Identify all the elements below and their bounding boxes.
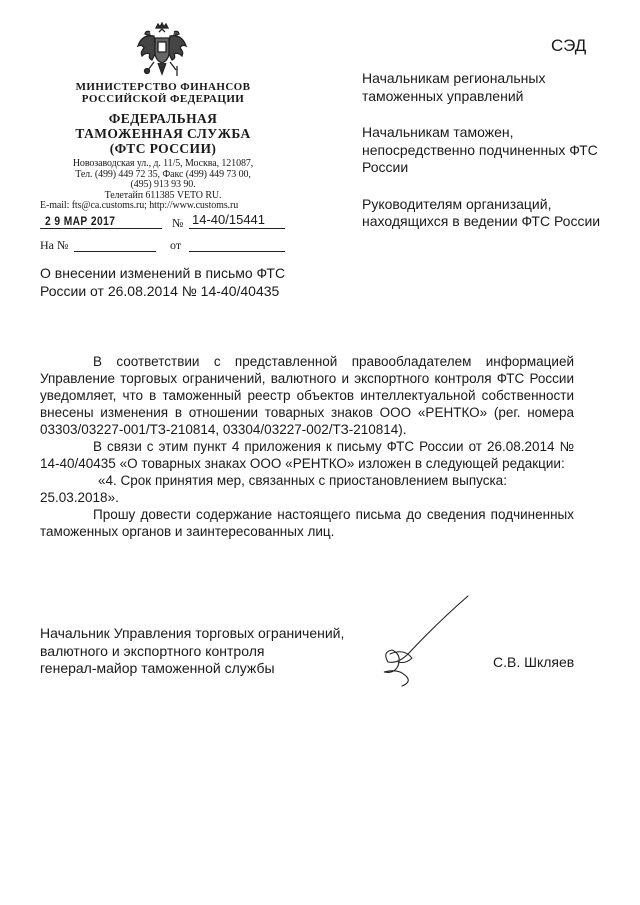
letter-body <box>40 353 574 540</box>
phone-line-2: (495) 913 93 90. <box>130 179 196 190</box>
body-quote: «4. Срок принятия мер, связанных с приостановлением выпуска: 25.03.2018». <box>40 473 507 505</box>
signatory-title-line: Начальник Управления торговых ограничений, <box>40 625 345 641</box>
reply-from-underline <box>189 251 285 252</box>
contact-block <box>40 159 286 212</box>
email-line: E-mail: fts@ca.customs.ru; http://www.customs.ru <box>40 200 239 211</box>
sed-mark: СЭД <box>551 36 587 55</box>
double-headed-eagle-emblem-icon <box>136 22 188 80</box>
registration-date: 2 9 МАР 2017 <box>45 214 116 228</box>
address-line: Новозаводская ул., д. 11/5, Москва, 121087, <box>72 158 254 169</box>
body-paragraph: В связи с этим пункт 4 приложения к письму ФТС России от 26.08.2014 № 14-40/40435 «О товарных знаках ООО «РЕНТКО» изложен в следующей редакции: <box>40 439 574 471</box>
signatory-title-line: генерал-майор таможенной службы <box>40 660 275 676</box>
teletype-line: Телетайп 611385 VETO RU. <box>104 189 222 201</box>
handwritten-signature <box>368 592 478 692</box>
addressee-item: Начальникам региональных таможенных управлений <box>362 70 546 104</box>
signatory-name: С.В. Шкляев <box>493 654 575 670</box>
organization-header <box>40 81 286 156</box>
phone-line: Тел. (499) 449 72 35, Факс (499) 449 73 00, <box>75 168 251 180</box>
body-paragraph: Прошу довести содержание настоящего письма до сведения подчиненных таможенных органов и заинтересованных лиц. <box>40 507 574 539</box>
number-underline <box>189 228 285 229</box>
service-line-2: ТАМОЖЕННАЯ СЛУЖБА <box>75 126 251 141</box>
service-line-3: (ФТС РОССИИ) <box>109 141 217 156</box>
registration-number-label: № <box>172 216 184 230</box>
addressee-item: Начальникам таможен, непосредственно подчиненных ФТС России <box>362 124 598 175</box>
reply-to-label: На № <box>40 238 69 252</box>
service-line-1: ФЕДЕРАЛЬНАЯ <box>108 111 218 126</box>
registration-number: 14-40/15441 <box>192 212 266 227</box>
letter-subject: О внесении изменений в письмо ФТС России от 26.08.2014 № 14-40/40435 <box>40 265 286 299</box>
addressee-item: Руководителям организаций, находящихся в ведении ФТС России <box>362 195 601 229</box>
ministry-line-2: РОССИЙСКОЙ ФЕДЕРАЦИИ <box>81 93 245 105</box>
ministry-line-1: МИНИСТЕРСТВО ФИНАНСОВ <box>75 81 251 93</box>
signatory-title-line: валютного и экспортного контроля <box>40 642 265 659</box>
signatory-title <box>40 625 360 678</box>
date-underline <box>40 228 162 229</box>
reply-to-underline <box>74 251 156 252</box>
addressee-list <box>362 70 602 250</box>
body-paragraph: В соответствии с представленной правообладателем информацией Управление торговых ограничений, валютного и экспортного контроля ФТС России уведомляет, что в таможенный реестр объектов интеллектуальной собственности внесены изменения в отношении товарных знаков ООО «РЕНТКО» (рег. номера 03303/03227-001/ТЗ-210814, 03304/03227-002/ТЗ-210814). <box>40 354 574 437</box>
reply-from-label: от <box>170 238 182 252</box>
